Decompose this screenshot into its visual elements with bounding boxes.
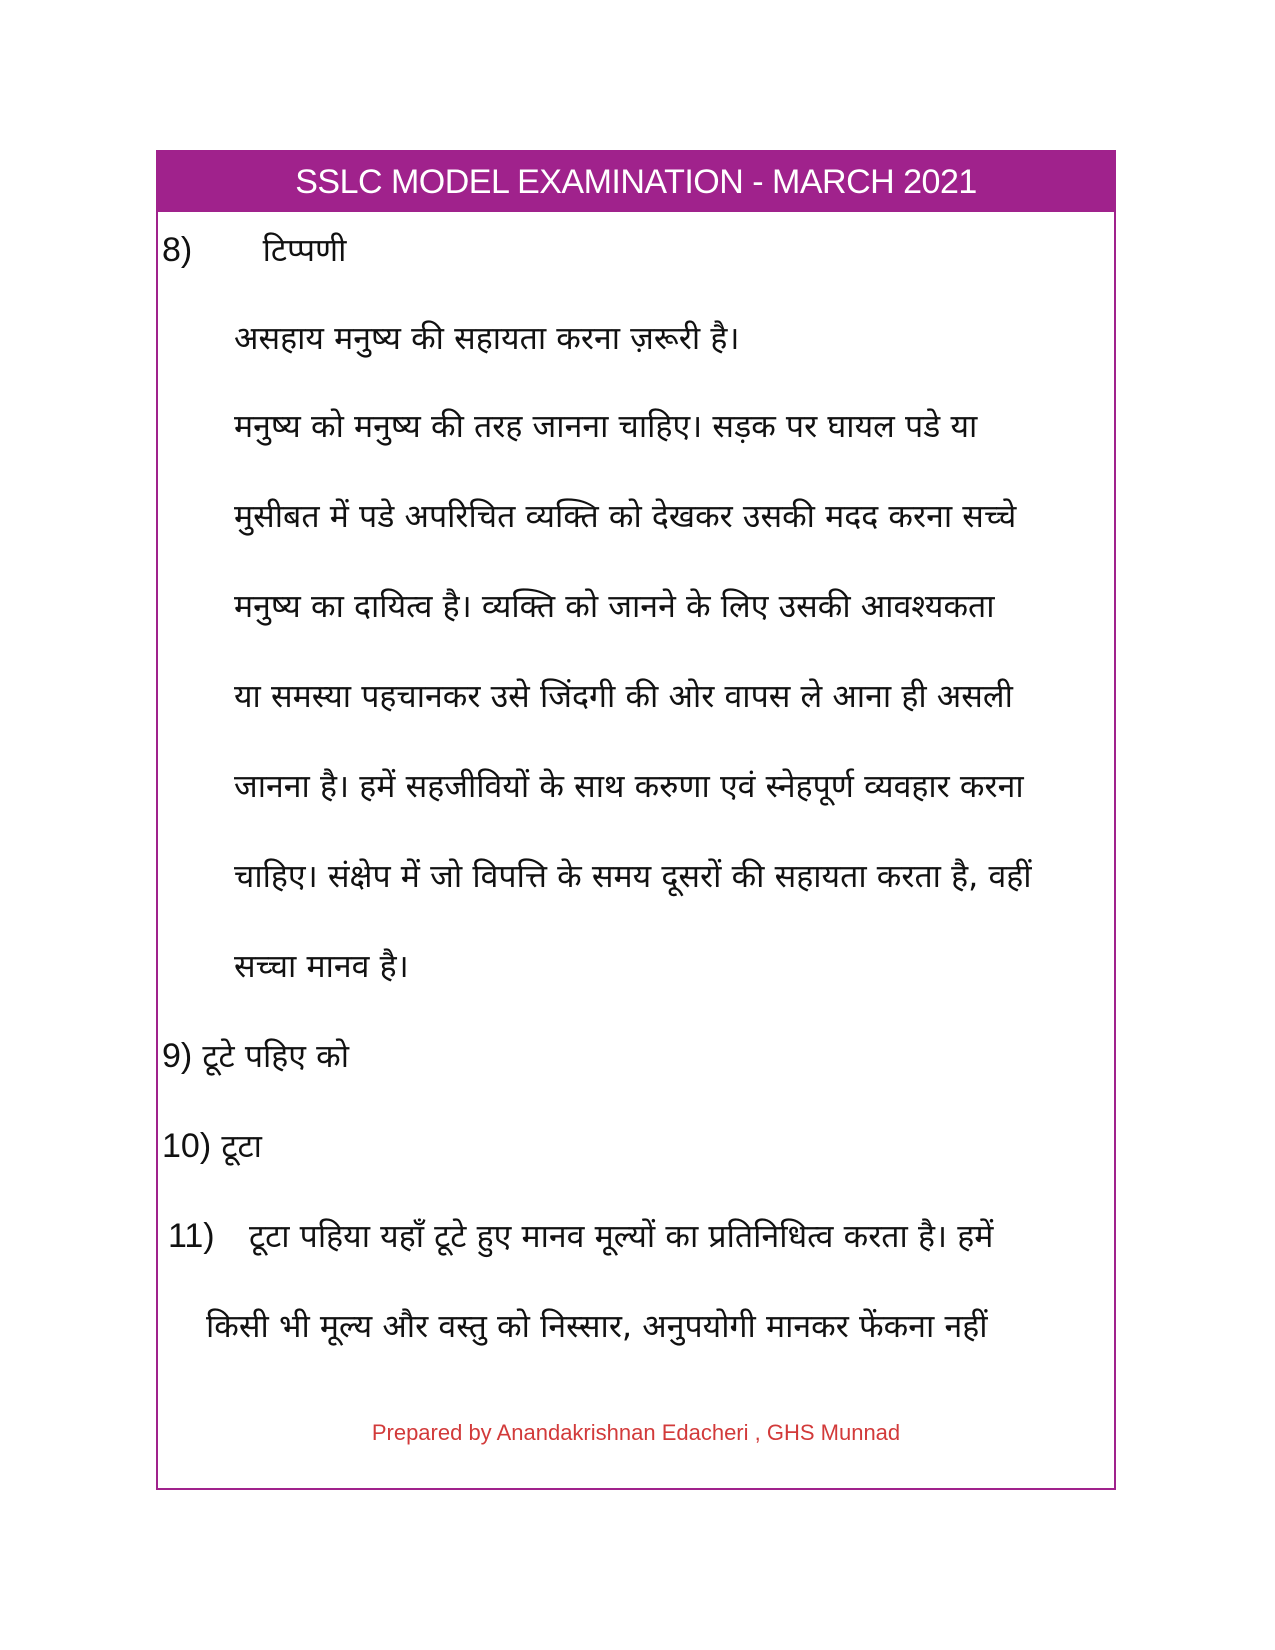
answer-line: मनुष्य का दायित्व है। व्यक्ति को जानने के लिए उसकी आवश्यकता	[234, 587, 995, 625]
question-8	[162, 230, 346, 270]
answer-line: या समस्या पहचानकर उसे जिंदगी की ओर वापस ले आना ही असली	[234, 677, 1013, 715]
header-bar	[158, 152, 1114, 212]
answer-line: मुसीबत में पडे अपरिचित व्यक्ति को देखकर उसकी मदद करना सच्चे	[234, 497, 1017, 535]
question-number: 11)	[168, 1217, 215, 1255]
question-number: 9)	[162, 1037, 193, 1075]
answer-line: किसी भी मूल्य और वस्तु को निस्सार, अनुपयोगी मानकर फेंकना नहीं	[206, 1307, 988, 1345]
footer-credit: Prepared by Anandakrishnan Edacheri , GHS Munnad	[371, 1420, 901, 1445]
answer-line: सच्चा मानव है।	[234, 947, 409, 985]
question-number: 8)	[162, 231, 193, 269]
question-number: 10)	[162, 1127, 212, 1165]
answer-line: जानना है। हमें सहजीवियों के साथ करुणा एवं स्नेहपूर्ण व्यवहार करना	[234, 767, 1024, 805]
question-11	[168, 1216, 993, 1256]
answer-line: टूटा पहिया यहाँ टूटे हुए मानव मूल्यों का प्रतिनिधित्व करता है। हमें	[248, 1217, 994, 1255]
question-9	[162, 1036, 349, 1076]
answer-line: मनुष्य को मनुष्य की तरह जानना चाहिए। सड़क पर घायल पडे या	[234, 407, 978, 445]
answer-line: असहाय मनुष्य की सहायता करना ज़रूरी है।	[234, 319, 740, 357]
question-10	[162, 1126, 262, 1166]
question-heading: टिप्पणी	[262, 231, 347, 269]
answer-text: टूटा	[221, 1127, 262, 1165]
page-frame	[156, 150, 1116, 1490]
page-title: SSLC MODEL EXAMINATION - MARCH 2021	[295, 162, 977, 201]
answer-text: टूटे पहिए को	[202, 1037, 350, 1075]
answer-line: चाहिए। संक्षेप में जो विपत्ति के समय दूसरों की सहायता करता है, वहीं	[234, 857, 1032, 895]
